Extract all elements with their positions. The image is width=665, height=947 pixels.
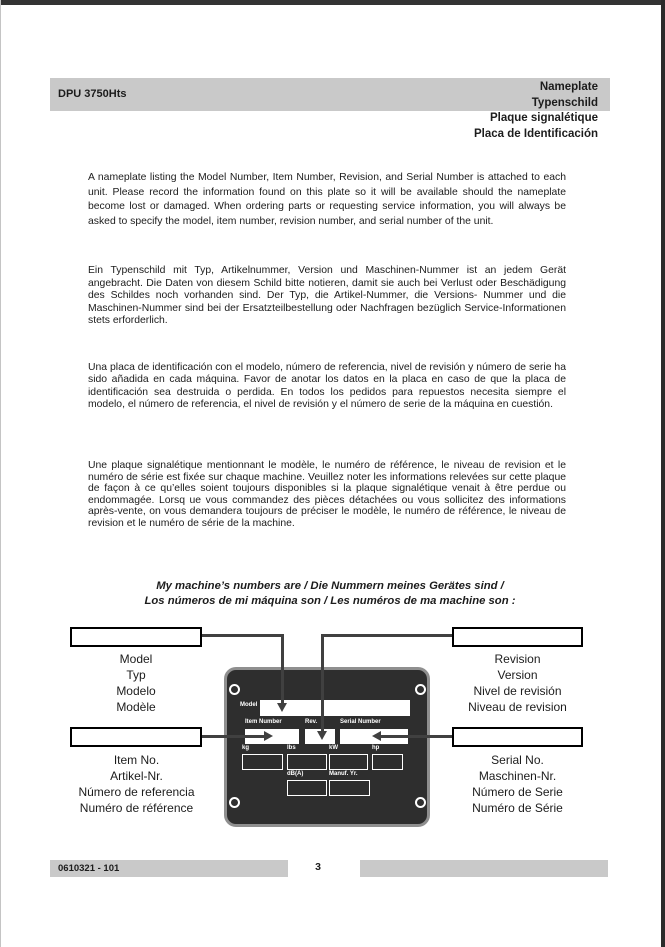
paragraph-english: A nameplate listing the Model Number, Item Number, Revision, and Serial Number is attached to each unit. Please record the information found on this plate so it will be available should the nameplate become lost or damaged. When ordering parts or requesting service information, you will always be asked to specify the model, item number, revision number, and serial number of the unit.: [88, 172, 566, 227]
paragraph-french: Une plaque signalétique mentionnant le modèle, le numéro de référence, le niveau de revision et le numéro de série est fixée sur chaque machine. Veuillez noter les informations relevées sur cette plaque de façon à ce qu’elles soient toujours disponibles si la plaque signalétique venait à être perdue ou endommagée. Lorsq ue vous commandez des pièces détachées ou vous sollicitez des informations après-vente, on vous demandera toujours de préciser le modèle, le numéro de référence, le niveau de revision et le numéro de série de la machine.: [88, 460, 566, 529]
plate-label-kw: kW: [329, 745, 338, 751]
product-name: DPU 3750Hts: [58, 88, 127, 100]
plate-field-kw: [329, 754, 368, 770]
revision-label-group: [420, 651, 615, 715]
serial-arrowhead: [372, 731, 381, 741]
plate-label-model: Model: [240, 702, 258, 708]
plate-label-item-number: Item Number: [245, 719, 282, 725]
revision-arrowhead: [317, 731, 327, 740]
revision-input-box[interactable]: [452, 627, 583, 647]
nameplate-graphic: [224, 667, 430, 827]
scan-edge-left: [0, 0, 1, 947]
screw-hole-icon: [229, 797, 240, 808]
plate-field-hp: [372, 754, 403, 770]
label-line: Niveau de revision: [468, 700, 567, 714]
footer-right-bar: [360, 860, 608, 877]
label-line: Modèle: [116, 700, 156, 714]
screw-hole-icon: [415, 684, 426, 695]
label-line: Version: [497, 668, 538, 682]
label-line: Serial No.: [491, 753, 544, 767]
label-line: Nivel de revisión: [473, 684, 562, 698]
label-line: Typ: [126, 668, 146, 682]
plate-label-kg: kg: [242, 745, 250, 751]
page-number: 3: [315, 861, 321, 873]
item-connector-h: [202, 735, 264, 738]
label-line: Item No.: [113, 753, 160, 767]
machine-numbers-line-2: Los números de mi máquina son / Les numéros de ma machine son :: [144, 594, 516, 607]
label-line: Model: [119, 652, 153, 666]
plate-label-rev: Rev.: [305, 719, 318, 725]
screw-hole-icon: [415, 797, 426, 808]
model-input-box[interactable]: [70, 627, 202, 647]
paragraph-german: Ein Typenschild mit Typ, Artikelnummer, Version und Maschinen-Nummer ist an jedem Gerät angebracht. Die Daten von diesem Schild bitte notieren, damit sie auch bei Verlust oder Beschädigung des Schildes noch vorhanden sind. Der Typ, die Artikel-Nummer, die Versions- Nummer und die Maschinen-Nummer sind bei der Ersatzteilbestellung oder Nachfragen bezüglich Service-Informationen stets erforderlich.: [88, 265, 566, 326]
label-line: Numéro de Série: [472, 801, 563, 815]
title-nameplate: Nameplate: [539, 81, 598, 93]
title-typenschild: Typenschild: [531, 96, 598, 109]
scan-edge-right: [661, 0, 665, 947]
serial-number-input-box[interactable]: [452, 727, 583, 747]
footer-doc-bar: [50, 860, 288, 877]
label-line: Numéro de référence: [79, 801, 194, 815]
item-arrowhead: [264, 731, 273, 741]
label-line: Número de referencia: [78, 785, 195, 799]
plate-label-manuf-yr: Manuf. Yr.: [329, 771, 358, 777]
label-line: Número de Serie: [472, 785, 563, 799]
page-title: [300, 80, 598, 142]
machine-numbers-heading: [50, 579, 610, 608]
model-label-group: [70, 651, 202, 715]
plate-field-dba: [287, 780, 327, 796]
plate-label-hp: hp: [372, 745, 380, 751]
plate-field-manuf-yr: [329, 780, 370, 796]
serial-connector-h: [381, 735, 452, 738]
item-number-input-box[interactable]: [70, 727, 202, 747]
plate-field-kg: [242, 754, 283, 770]
model-connector-v: [281, 634, 284, 703]
label-line: Revision: [494, 652, 541, 666]
plate-field-lbs: [287, 754, 327, 770]
revision-connector-h: [323, 634, 452, 637]
label-line: Modelo: [116, 684, 156, 698]
revision-connector-v: [321, 634, 324, 731]
model-arrowhead: [277, 703, 287, 712]
serial-number-label-group: [420, 752, 615, 816]
item-number-label-group: [40, 752, 233, 816]
model-connector-h: [202, 634, 283, 637]
label-line: Maschinen-Nr.: [478, 769, 557, 783]
scan-edge-top: [0, 0, 665, 5]
screw-hole-icon: [229, 684, 240, 695]
plate-label-dba: dB(A): [287, 771, 304, 777]
title-plaque-signaletique: Plaque signalétique: [490, 112, 598, 124]
paragraph-spanish: Una placa de identificación con el modelo, número de referencia, nivel de revisión y número de serie ha sido añadida en cada máquina. Favor de anotar los datos en la placa en caso de que la placa de identificación sea destruida o perdida. En todos los pedidos para repuestos necesita siempre el modelo, el número de referencia, el nivel de revisión y el número de serie de la máquina en cuestión.: [88, 362, 566, 411]
document-number: 0610321 - 101: [58, 863, 120, 874]
plate-label-serial-number: Serial Number: [340, 719, 381, 725]
machine-numbers-line-1: My machine’s numbers are / Die Nummern meines Gerätes sind /: [156, 580, 504, 592]
label-line: Artikel-Nr.: [110, 769, 163, 783]
plate-label-lbs: lbs: [287, 745, 296, 751]
title-placa-identificacion: Placa de Identificación: [474, 127, 598, 140]
